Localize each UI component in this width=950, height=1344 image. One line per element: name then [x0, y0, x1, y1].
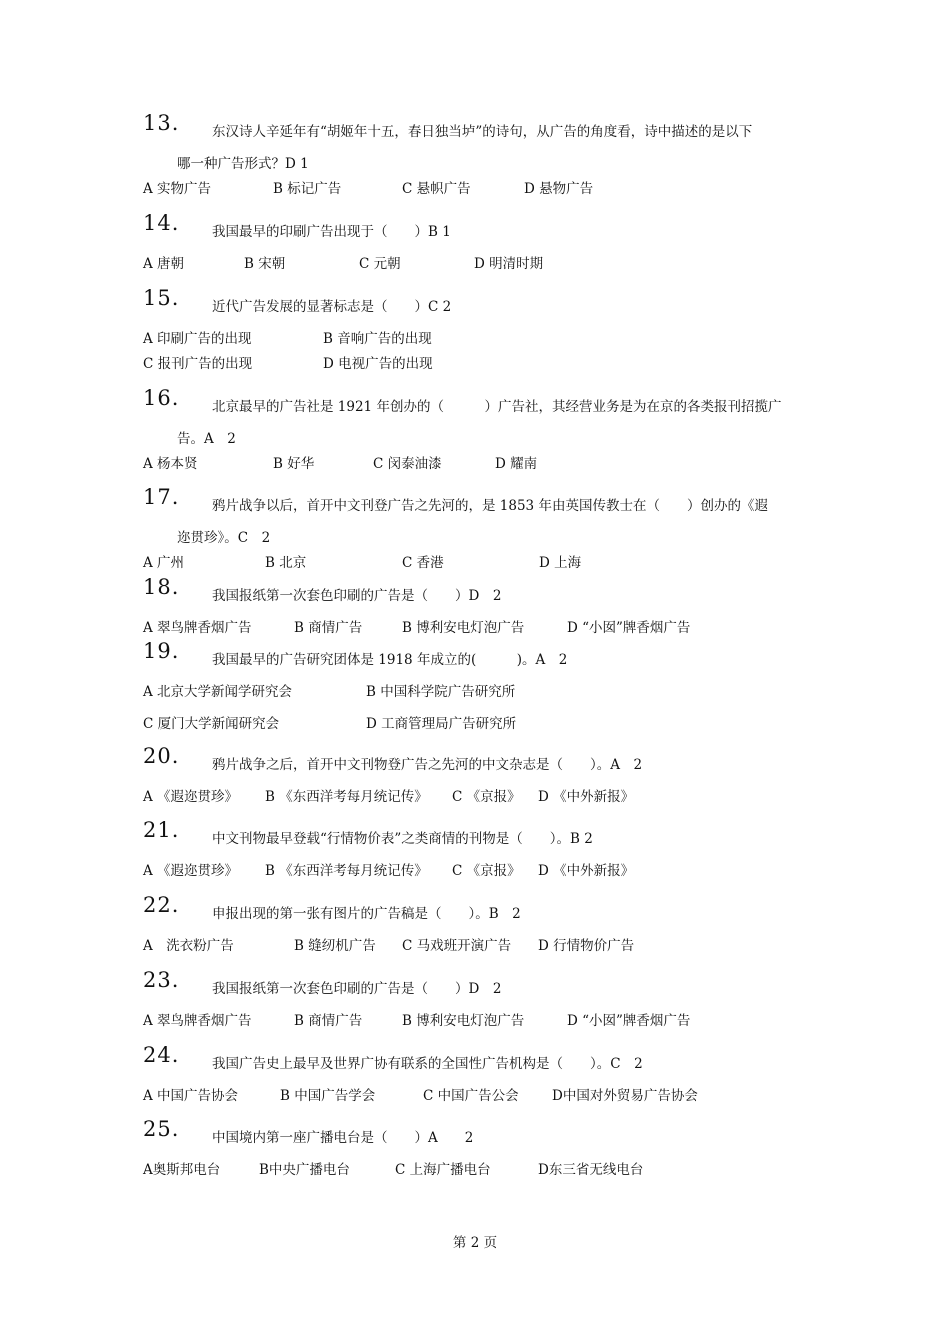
option: A 杨本贤 — [143, 456, 198, 472]
question-number: 23. — [143, 968, 180, 992]
option: B 宋朝 — [244, 256, 286, 272]
options-row — [143, 937, 823, 955]
option: C 上海广播电台 — [395, 1162, 491, 1178]
options-row — [143, 1012, 823, 1030]
options-row — [143, 355, 823, 373]
option: C 厦门大学新闻研究会 — [143, 716, 280, 732]
question-number: 20. — [143, 744, 180, 768]
question-stem: 中国境内第一座广播电台是（ ）A 2 — [212, 1130, 474, 1146]
option: A 北京大学新闻学研究会 — [143, 684, 293, 700]
option: D 工商管理局广告研究所 — [366, 716, 517, 732]
question-stem: 鸦片战争以后，首开中文刊登广告之先河的，是 1853 年由英国传教士在（ ）创办的《遐 — [212, 498, 768, 514]
page-number-footer: 第 2 页 — [452, 1235, 498, 1251]
option: C 香港 — [402, 555, 444, 571]
question-stem: 鸦片战争之后，首开中文刊物登广告之先河的中文杂志是（ ）。A 2 — [212, 757, 643, 773]
options-row — [143, 788, 823, 806]
question-stem-continued: 迩贯珍》。C 2 — [177, 530, 271, 546]
option: B 缝纫机广告 — [294, 938, 376, 954]
options-row — [143, 683, 823, 701]
question-stem: 东汉诗人辛延年有“胡姬年十五，春日独当垆”的诗句，从广告的角度看，诗中描述的是以下 — [212, 124, 753, 140]
question-stem: 我国报纸第一次套色印刷的广告是（ ）D 2 — [212, 588, 502, 604]
option: D 耀南 — [495, 456, 538, 472]
question-number: 18. — [143, 575, 180, 599]
option: C 报刊广告的出现 — [143, 356, 253, 372]
option: D 《中外新报》 — [538, 789, 635, 805]
option: D 电视广告的出现 — [323, 356, 433, 372]
option: A 印刷广告的出现 — [143, 331, 252, 347]
option: A 翠鸟牌香烟广告 — [143, 1013, 252, 1029]
option: D “小囡”牌香烟广告 — [567, 1013, 691, 1029]
options-row — [143, 554, 823, 572]
question-number: 15. — [143, 286, 180, 310]
options-row — [143, 255, 823, 273]
option: D中国对外贸易广告协会 — [552, 1088, 698, 1104]
question-number: 17. — [143, 485, 180, 509]
option: B 商情广告 — [294, 1013, 363, 1029]
option: B 《东西洋考每月统记传》 — [265, 789, 428, 805]
option: C 悬帜广告 — [402, 181, 471, 197]
option: B 中国广告学会 — [280, 1088, 376, 1104]
question-stem: 我国最早的印刷广告出现于（ ）B 1 — [212, 224, 451, 240]
question-number: 19. — [143, 639, 180, 663]
question-stem: 我国最早的广告研究团体是 1918 年成立的( )。A 2 — [212, 652, 568, 668]
question-stem: 近代广告发展的显著标志是（ ）C 2 — [212, 299, 452, 315]
question-number: 14. — [143, 211, 180, 235]
option: C 元朝 — [359, 256, 401, 272]
option: B中央广播电台 — [259, 1162, 350, 1178]
question-stem: 我国报纸第一次套色印刷的广告是（ ）D 2 — [212, 981, 502, 997]
options-row — [143, 619, 823, 637]
option: A 实物广告 — [143, 181, 212, 197]
option: D 上海 — [539, 555, 582, 571]
question-stem: 申报出现的第一张有图片的广告稿是（ ）。B 2 — [212, 906, 521, 922]
option: B 《东西洋考每月统记传》 — [265, 863, 428, 879]
option: B 中国科学院广告研究所 — [366, 684, 516, 700]
options-row — [143, 455, 823, 473]
option: C 中国广告公会 — [423, 1088, 519, 1104]
option: C 闵泰油漆 — [373, 456, 442, 472]
question-number: 24. — [143, 1043, 180, 1067]
options-row — [143, 862, 823, 880]
question-number: 25. — [143, 1117, 180, 1141]
option: C 马戏班开演广告 — [402, 938, 512, 954]
option: D “小囡”牌香烟广告 — [567, 620, 691, 636]
option: D 行情物价广告 — [538, 938, 635, 954]
option: B 博利安电灯泡广告 — [402, 1013, 525, 1029]
option: A 《遐迩贯珍》 — [143, 789, 239, 805]
option: B 商情广告 — [294, 620, 363, 636]
question-stem-continued: 哪一种广告形式？D 1 — [177, 156, 309, 172]
option: B 北京 — [265, 555, 307, 571]
question-number: 16. — [143, 386, 180, 410]
options-row — [143, 180, 823, 198]
question-stem-continued: 告。A 2 — [177, 431, 236, 447]
option: B 博利安电灯泡广告 — [402, 620, 525, 636]
option: A奥斯邦电台 — [143, 1162, 221, 1178]
option: D东三省无线电台 — [538, 1162, 644, 1178]
options-row — [143, 1087, 823, 1105]
option: C 《京报》 — [452, 863, 521, 879]
option: D 明清时期 — [474, 256, 544, 272]
option: B 标记广告 — [273, 181, 342, 197]
option: B 音响广告的出现 — [323, 331, 432, 347]
option: A 翠鸟牌香烟广告 — [143, 620, 252, 636]
option: A 广州 — [143, 555, 185, 571]
question-stem: 我国广告史上最早及世界广协有联系的全国性广告机构是（ ）。C 2 — [212, 1056, 643, 1072]
question-stem: 北京最早的广告社是 1921 年创办的（ ）广告社，其经营业务是为在京的各类报刊招揽广 — [212, 399, 782, 415]
question-number: 21. — [143, 818, 180, 842]
option: A 洗衣粉广告 — [143, 938, 234, 954]
option: D 《中外新报》 — [538, 863, 635, 879]
question-number: 22. — [143, 893, 180, 917]
option: A 中国广告协会 — [143, 1088, 239, 1104]
option: D 悬物广告 — [524, 181, 594, 197]
options-row — [143, 715, 823, 733]
option: A 唐朝 — [143, 256, 185, 272]
option: A 《遐迩贯珍》 — [143, 863, 239, 879]
option: C 《京报》 — [452, 789, 521, 805]
options-row — [143, 330, 823, 348]
question-stem: 中文刊物最早登载“行情物价表”之类商情的刊物是（ ）。B 2 — [212, 831, 593, 847]
options-row — [143, 1161, 823, 1179]
question-number: 13. — [143, 111, 180, 135]
option: B 好华 — [273, 456, 315, 472]
